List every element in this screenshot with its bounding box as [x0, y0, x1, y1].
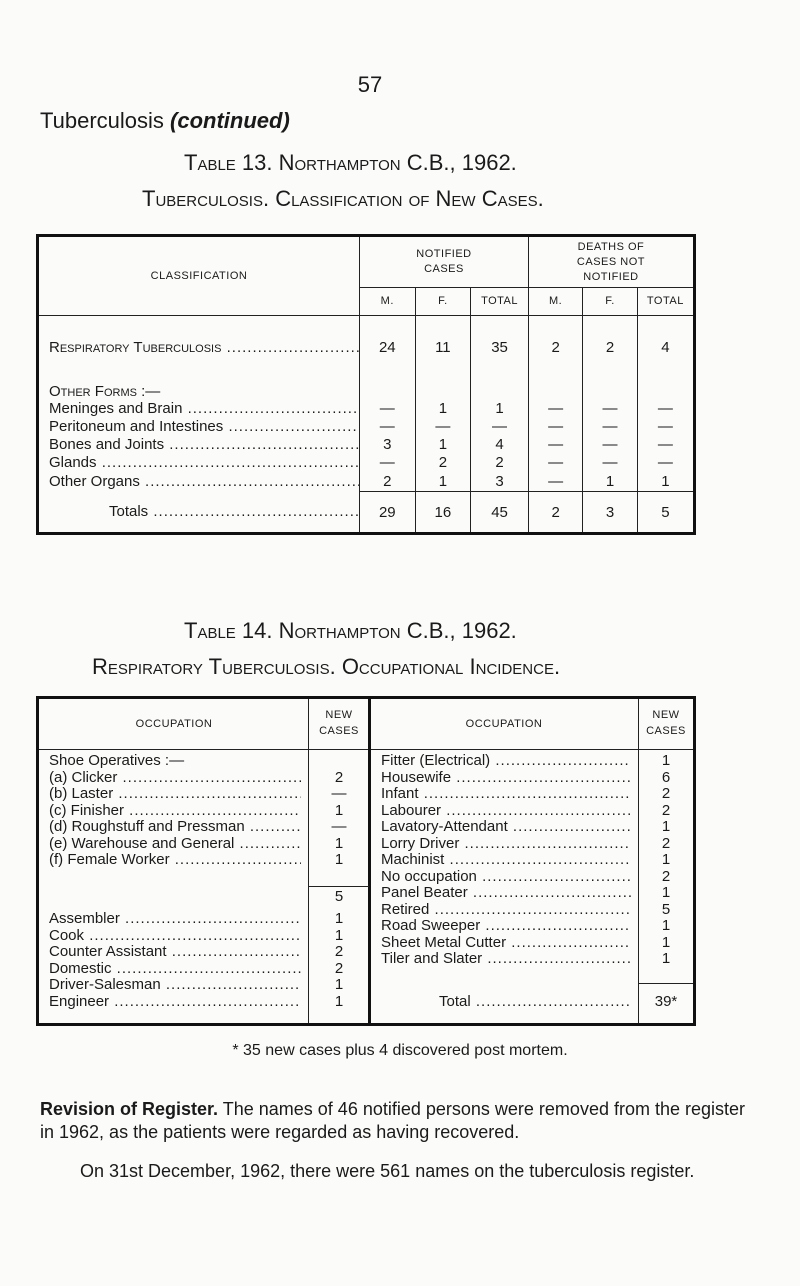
table-row	[38, 400, 695, 418]
cell: 3	[583, 492, 637, 534]
cell: —	[637, 418, 694, 436]
row-label: Machinist	[381, 852, 445, 868]
cell: 1	[415, 436, 471, 454]
list-item	[49, 836, 301, 853]
notified-cases-header: NOTIFIED CASES	[360, 236, 529, 288]
cell: 1	[661, 752, 671, 769]
row-label: Infant	[381, 786, 419, 802]
cell: 35	[471, 316, 529, 380]
table14-caption-1: Table 14. Northampton C.B., 1962.	[184, 618, 517, 643]
cell: 6	[661, 768, 671, 786]
list-item	[49, 977, 301, 994]
cell: 3	[471, 472, 529, 492]
totals-label: Totals	[109, 503, 149, 521]
section-title-suffix: (continued)	[170, 108, 290, 133]
cell: 1	[661, 818, 671, 835]
cell: —	[637, 400, 694, 418]
list-item	[381, 770, 631, 787]
occupation-header-left: OCCUPATION	[135, 718, 213, 730]
shoe-operatives-label: Shoe Operatives :—	[49, 752, 185, 769]
cell: 1	[334, 926, 344, 944]
row-label: No occupation	[381, 868, 477, 885]
occupation-header-right: OCCUPATION	[465, 718, 543, 730]
subtotal-rule	[309, 886, 369, 887]
row-label: (c) Finisher	[49, 802, 125, 819]
list-item	[381, 885, 631, 902]
row-label: Respiratory Tuberculosis	[49, 339, 222, 357]
list-item	[381, 935, 631, 952]
deaths-not-notified-header: DEATHS OF CASES NOT NOTIFIED	[528, 236, 694, 288]
row-label: Meninges and Brain	[49, 400, 183, 417]
list-item	[381, 902, 631, 919]
cell: 4	[471, 436, 529, 454]
cell: —	[528, 472, 582, 492]
cell: —	[331, 818, 347, 835]
cell: —	[528, 454, 582, 472]
list-item	[381, 836, 631, 853]
list-item	[381, 819, 631, 836]
list-item	[381, 918, 631, 935]
new-cases-header-left: NEW CASES	[319, 709, 359, 737]
deaths-total-header: TOTAL	[637, 288, 694, 316]
row-label: (a) Clicker	[49, 769, 118, 786]
cell: —	[360, 418, 416, 436]
list-item	[49, 819, 301, 836]
cell: 2	[471, 454, 529, 472]
cell: 24	[360, 316, 416, 380]
cell: 16	[415, 492, 471, 534]
row-label: Cook	[49, 927, 85, 944]
row-label: (b) Laster	[49, 786, 114, 802]
list-item	[49, 944, 301, 961]
table14-caption-2: Respiratory Tuberculosis. Occupational Incidence.	[92, 654, 561, 679]
cell: —	[415, 418, 471, 436]
row-label: Peritoneum and Intestines	[49, 418, 224, 435]
cell: —	[528, 436, 582, 454]
revision-paragraph	[40, 1098, 762, 1144]
table13-caption-2: Tuberculosis. Classification of New Cases.	[142, 186, 544, 211]
notified-total-header: TOTAL	[471, 288, 529, 316]
cell: —	[528, 400, 582, 418]
page-number: 57	[357, 72, 383, 97]
cell: —	[471, 418, 529, 436]
list-item	[49, 852, 301, 869]
table-row	[38, 472, 695, 492]
row-label: Engineer	[49, 993, 110, 1010]
list-item	[49, 911, 301, 928]
revision-heading: Revision of Register.	[40, 1099, 219, 1119]
list-item	[49, 961, 301, 978]
deaths-f-header: F.	[583, 288, 637, 316]
cell: —	[637, 454, 694, 472]
register-paragraph: On 31st December, 1962, there were 561 names on the tuberculosis register.	[80, 1161, 695, 1181]
cell: —	[331, 785, 347, 802]
list-item	[381, 852, 631, 869]
table13-caption-1: Table 13. Northampton C.B., 1962.	[184, 150, 517, 175]
cell: 1	[661, 884, 671, 901]
section-title-text: Tuberculosis	[40, 108, 164, 133]
cell: 1	[415, 472, 471, 492]
revision-text: The names of 46 notified persons were removed from the register in 1962, as the patients were regarded as having recovered.	[40, 1099, 746, 1142]
row-label: Lavatory-Attendant	[381, 819, 508, 835]
cell: 2	[528, 492, 582, 534]
cell: 1	[334, 801, 344, 819]
row-label: Other Organs	[49, 473, 140, 490]
cell: 2	[661, 801, 671, 819]
row-label: Labourer	[381, 802, 442, 819]
row-label: Assembler	[49, 911, 120, 927]
total-row	[439, 994, 629, 1011]
cell: —	[637, 436, 694, 454]
cell: 1	[637, 472, 694, 492]
row-label: Fitter (Electrical)	[381, 753, 491, 769]
row-label: Panel Beater	[381, 885, 468, 901]
list-item	[381, 951, 631, 968]
table-row	[38, 418, 695, 436]
cell: 2	[661, 867, 671, 885]
cell: —	[528, 418, 582, 436]
row-label: Road Sweeper	[381, 918, 481, 934]
shoe-operatives-subtotal: 5	[334, 888, 344, 905]
cell: 1	[471, 400, 529, 418]
cell: 1	[415, 400, 471, 418]
cell: 2	[661, 785, 671, 802]
cell: 11	[415, 316, 471, 380]
cell: 3	[360, 436, 416, 454]
total-label: Total	[439, 993, 471, 1010]
cell: 2	[334, 768, 344, 786]
cell: 1	[661, 917, 671, 934]
row-label: Domestic	[49, 960, 112, 977]
header-divider	[39, 749, 693, 750]
cell: —	[360, 454, 416, 472]
row-label: Tiler and Slater	[381, 951, 483, 967]
totals-row	[38, 492, 695, 534]
classification-header: CLASSIFICATION	[150, 269, 248, 282]
row-label: Driver-Salesman	[49, 977, 161, 993]
cell: 45	[471, 492, 529, 534]
list-item	[381, 786, 631, 803]
cell: 2	[334, 959, 344, 977]
footnote: * 35 new cases plus 4 discovered post mortem.	[232, 1042, 568, 1059]
total-rule	[639, 983, 693, 984]
cell: 4	[637, 316, 694, 380]
cell: 1	[661, 851, 671, 868]
row-label: Counter Assistant	[49, 944, 167, 960]
row-label: Retired	[381, 901, 430, 918]
list-item	[49, 928, 301, 945]
list-item	[49, 770, 301, 787]
cell: 1	[334, 910, 344, 927]
cell: —	[360, 400, 416, 418]
cell: 5	[661, 900, 671, 918]
cell: 1	[661, 933, 671, 951]
cell: 1	[583, 472, 637, 492]
cell: —	[583, 454, 637, 472]
row-label: Lorry Driver	[381, 835, 460, 852]
row-label: (e) Warehouse and General	[49, 835, 235, 852]
occupation-table	[36, 696, 696, 1026]
row-label: (d) Roughstuff and Pressman	[49, 819, 245, 835]
list-item	[49, 786, 301, 803]
other-forms-label: Other Forms :—	[49, 382, 161, 400]
cell: 5	[637, 492, 694, 534]
cell: 1	[661, 950, 671, 967]
cell: 2	[415, 454, 471, 472]
row-label: Glands	[49, 454, 97, 471]
cell: 29	[360, 492, 416, 534]
cell: —	[583, 436, 637, 454]
deaths-m-header: M.	[528, 288, 582, 316]
classification-table	[36, 234, 696, 535]
table-row	[38, 316, 695, 380]
row-label: Bones and Joints	[49, 436, 165, 453]
cell: 2	[334, 943, 344, 960]
list-item	[381, 753, 631, 770]
notified-f-header: F.	[415, 288, 471, 316]
table-row	[38, 454, 695, 472]
cell: 1	[334, 976, 344, 993]
section-title	[40, 108, 290, 134]
table-row	[38, 436, 695, 454]
list-item	[49, 994, 301, 1011]
list-item	[49, 803, 301, 820]
row-label: Sheet Metal Cutter	[381, 934, 507, 951]
list-item	[381, 869, 631, 886]
cell: 2	[360, 472, 416, 492]
cell: 1	[334, 834, 344, 852]
cell: 1	[334, 851, 344, 868]
row-label: Housewife	[381, 769, 452, 786]
cell: —	[583, 418, 637, 436]
list-item	[381, 803, 631, 820]
notified-m-header: M.	[360, 288, 416, 316]
cell: 1	[334, 992, 344, 1010]
total-value: 39*	[654, 992, 678, 1010]
cell: 2	[583, 316, 637, 380]
cell: 2	[661, 834, 671, 852]
new-cases-header-right: NEW CASES	[646, 709, 686, 737]
cell: —	[583, 400, 637, 418]
row-label: (f) Female Worker	[49, 852, 170, 868]
cell: 2	[528, 316, 582, 380]
